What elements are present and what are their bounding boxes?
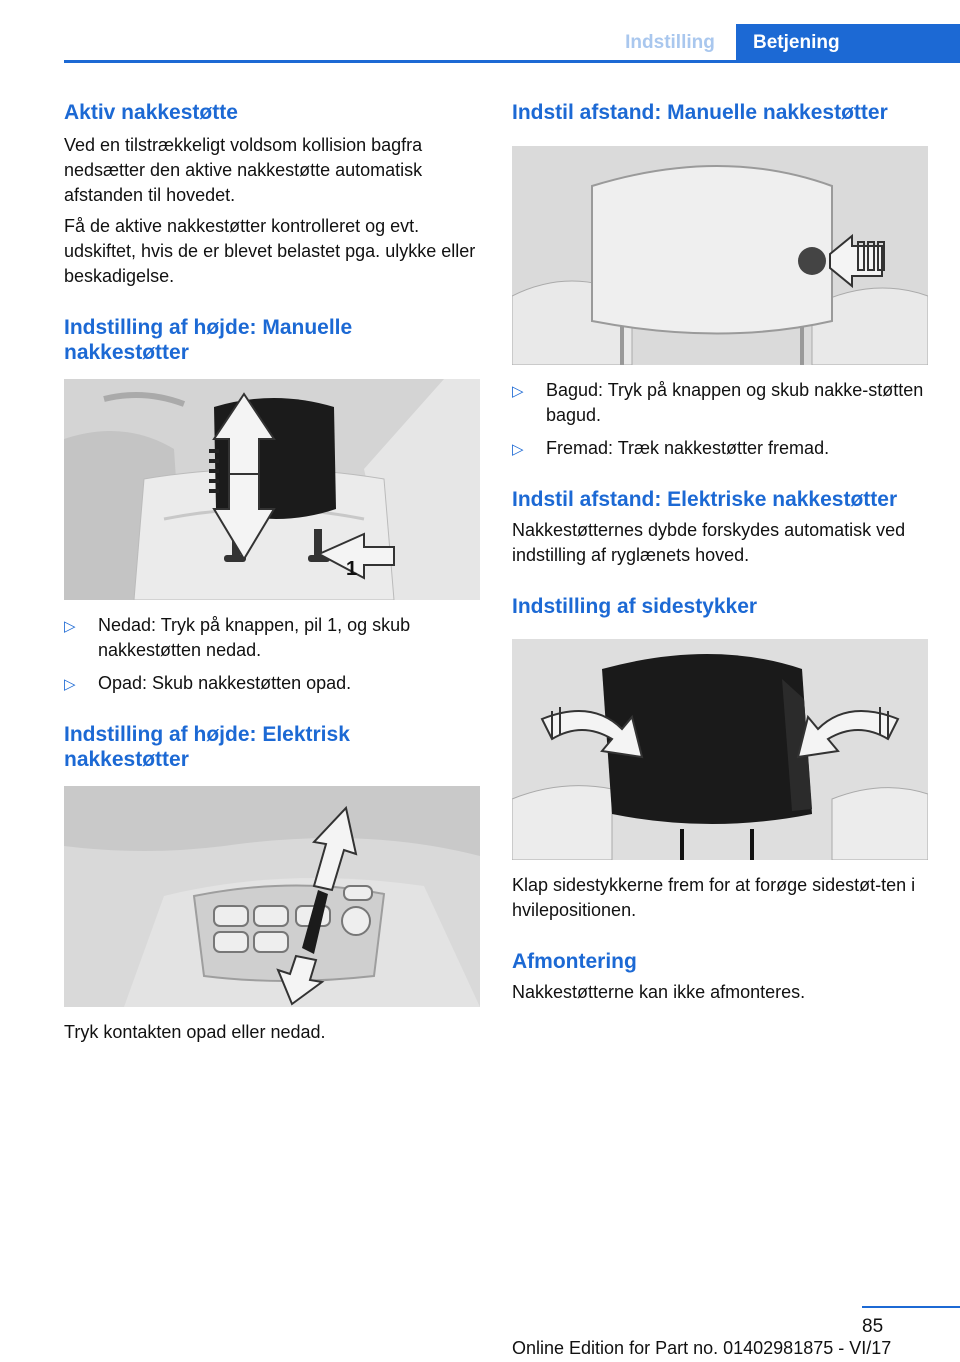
- figure-height-electric: [64, 786, 480, 1007]
- paragraph-side-pieces: Klap sidestykkerne frem for at forøge sidestøt-ten i hvilepositionen.: [512, 875, 916, 920]
- list-item: ▷ Fremad: Træk nakkestøtter fremad.: [512, 436, 928, 461]
- figure-height-manual: [64, 379, 480, 600]
- heading-distance-electric: Indstil afstand: Elektriske nakkestøtter: [512, 488, 898, 511]
- paragraph-active-2: Få de aktive nakkestøtter kontrolleret og evt. udskiftet, hvis de er blevet belastet pga. ulykke eller beskadigelse.: [64, 216, 476, 286]
- list-item: ▷ Bagud: Tryk på knappen og skub nakke-støtten bagud.: [512, 380, 924, 425]
- heading-height-electric: Indstilling af højde: Elektrisk nakkestøtter: [64, 723, 350, 771]
- header-rule: [64, 60, 960, 63]
- triangle-bullet-icon: ▷: [64, 618, 76, 635]
- list-distance-manual: [512, 378, 928, 461]
- header-tab-indstilling[interactable]: Indstilling: [625, 32, 715, 53]
- footer-edition: Online Edition for Part no. 01402981875 - VI/17: [512, 1338, 892, 1358]
- header-tab-betjening[interactable]: Betjening: [736, 24, 960, 62]
- list-item: ▷ Opad: Skub nakkestøtten opad.: [64, 671, 480, 696]
- heading-height-manual: Indstilling af højde: Manuelle nakkestøtter: [64, 316, 353, 364]
- paragraph-active-1: Ved en tilstrækkeligt voldsom kollision bagfra nedsætter den aktive nakkestøtte automatisk afstanden til hovedet.: [64, 135, 423, 205]
- figure-callout-1: 1: [346, 558, 358, 580]
- left-column: [64, 100, 480, 1045]
- figure-distance-manual: [512, 146, 928, 365]
- heading-side-pieces: Indstilling af sidestykker: [512, 595, 758, 618]
- triangle-bullet-icon: ▷: [512, 383, 524, 400]
- triangle-bullet-icon: ▷: [64, 676, 76, 693]
- page-number-rule: [862, 1306, 960, 1308]
- paragraph-remove: Nakkestøtterne kan ikke afmonteres.: [512, 982, 806, 1002]
- triangle-bullet-icon: ▷: [512, 441, 524, 458]
- figure-side-pieces: [512, 639, 928, 860]
- heading-distance-manual: Indstil afstand: Manuelle nakkestøtter: [512, 101, 888, 124]
- paragraph-distance-electric: Nakkestøtternes dybde forskydes automatisk ved indstilling af ryglænets hoved.: [512, 520, 906, 565]
- page-number: 85: [862, 1316, 884, 1337]
- list-item: ▷ Nedad: Tryk på knappen, pil 1, og skub nakkestøtten nedad.: [64, 615, 411, 660]
- heading-remove: Afmontering: [512, 950, 637, 973]
- heading-active-headrest: Aktiv nakkestøtte: [64, 101, 238, 124]
- paragraph-electric: Tryk kontakten opad eller nedad.: [64, 1022, 326, 1042]
- right-column: [512, 100, 928, 1005]
- list-height-manual: [64, 613, 480, 696]
